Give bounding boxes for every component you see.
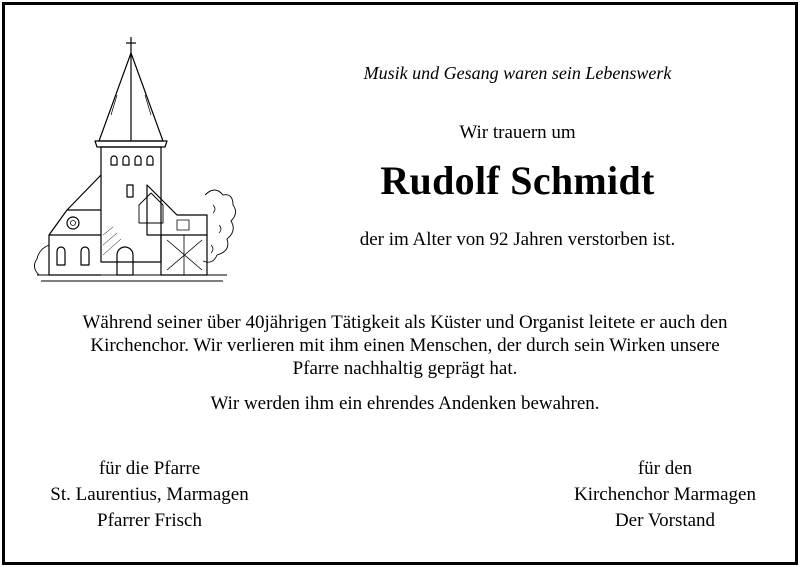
signature-line: für die Pfarre [98, 458, 201, 479]
motto-line: Musik und Gesang waren sein Lebenswerk [363, 63, 672, 83]
signature-choir [535, 456, 795, 534]
signature-line: Pfarrer Frisch [97, 510, 202, 531]
signature-line: für den [637, 458, 693, 479]
tribute-paragraph [25, 311, 785, 380]
signature-line: Kirchenchor Marmagen [573, 484, 756, 505]
signature-line: St. Laurentius, Marmagen [50, 484, 249, 505]
signature-line: Der Vorstand [614, 510, 716, 531]
deceased-name: Rudolf Schmidt [380, 158, 655, 203]
closing-line: Wir werden ihm ein ehrendes Andenken bewahren. [210, 393, 600, 414]
tribute-line: Während seiner über 40jährigen Tätigkeit als Küster und Organist leitete er auch den [82, 312, 728, 333]
intro-line: Wir trauern um [459, 122, 576, 143]
tribute-line: Kirchenchor. Wir verlieren mit ihm einen Menschen, der durch sein Wirken unsere [90, 335, 720, 356]
tribute-line: Pfarre nachhaltig geprägt hat. [292, 358, 518, 379]
signature-parish [17, 456, 282, 534]
age-line: der im Alter von 92 Jahren verstorben ist. [359, 229, 676, 250]
church-drawing-icon [27, 35, 237, 285]
obituary-notice [2, 2, 798, 565]
